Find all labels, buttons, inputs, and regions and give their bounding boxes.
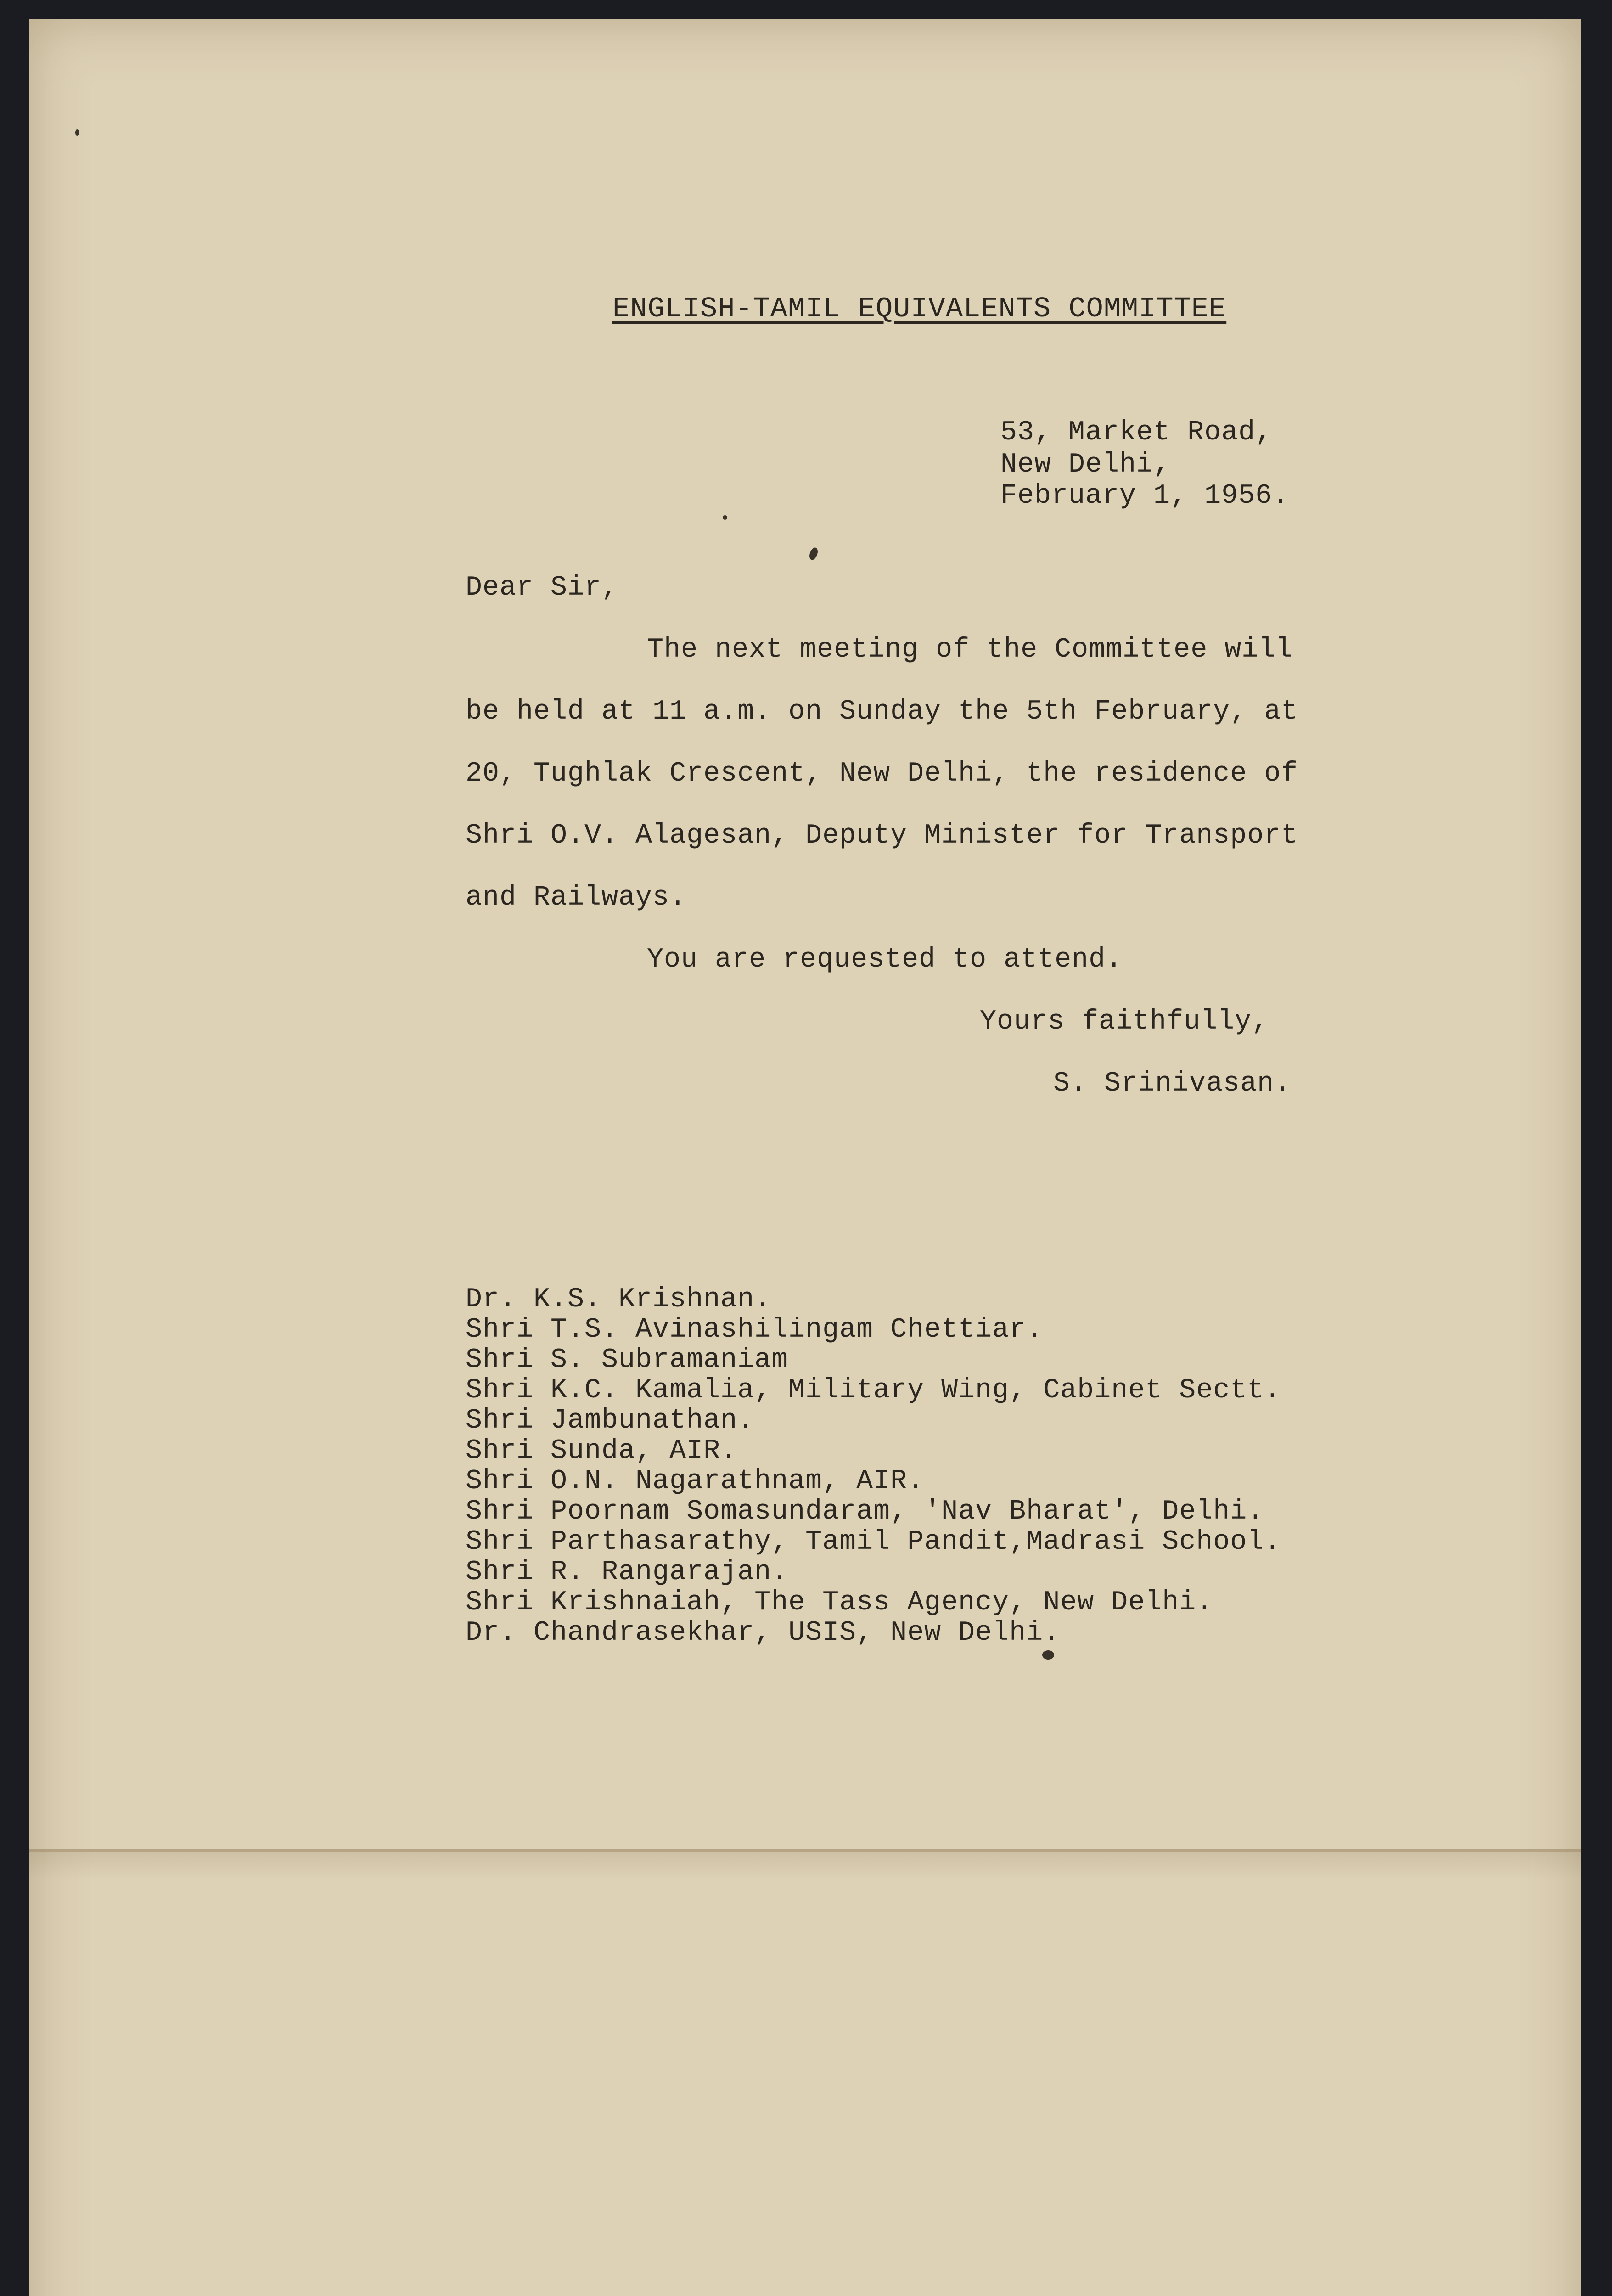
recipient-item: Shri Krishnaiah, The Tass Agency, New Delhi. — [466, 1587, 1213, 1618]
salutation: Dear Sir, — [466, 572, 619, 603]
address-street: 53, Market Road, — [1000, 417, 1273, 448]
committee-title: ENGLISH-TAMIL EQUIVALENTS COMMITTEE — [612, 293, 1227, 325]
recipient-item: Shri T.S. Avinashilingam Chettiar. — [466, 1314, 1044, 1345]
recipient-list — [466, 1284, 1281, 1648]
ink-speck — [1042, 1650, 1054, 1660]
body-line-4: Shri O.V. Alagesan, Deputy Minister for Transport — [466, 820, 1298, 851]
letter-date: February 1, 1956. — [1000, 480, 1290, 512]
ink-speck — [808, 546, 820, 561]
body-line-2: be held at 11 a.m. on Sunday the 5th February, at — [466, 696, 1298, 727]
body-line-5: and Railways. — [466, 882, 687, 913]
recipient-item: Shri Poornam Somasundaram, 'Nav Bharat', Delhi. — [466, 1496, 1264, 1527]
recipient-item: Shri S. Subramaniam — [466, 1345, 789, 1376]
recipient-item: Shri Jambunathan. — [466, 1405, 755, 1436]
attend-request: You are requested to attend. — [647, 944, 1123, 975]
body-line-1: The next meeting of the Committee will — [647, 634, 1293, 665]
closing: Yours faithfully, — [980, 1006, 1269, 1037]
fold-shadow — [29, 1852, 1581, 1880]
recipient-item: Shri K.C. Kamalia, Military Wing, Cabinet Sectt. — [466, 1375, 1281, 1406]
recipient-item: Dr. K.S. Krishnan. — [466, 1284, 772, 1315]
ink-speck — [75, 129, 79, 136]
recipient-item: Dr. Chandrasekhar, USIS, New Delhi. — [466, 1617, 1061, 1649]
recipient-item: Shri R. Rangarajan. — [466, 1557, 789, 1588]
recipient-item: Shri Parthasarathy, Tamil Pandit,Madrasi School. — [466, 1526, 1281, 1558]
body-line-3: 20, Tughlak Crescent, New Delhi, the residence of — [466, 758, 1298, 789]
address-city: New Delhi, — [1000, 449, 1171, 480]
ink-speck — [723, 515, 727, 520]
recipient-item: Shri O.N. Nagarathnam, AIR. — [466, 1466, 925, 1497]
signature: S. Srinivasan. — [1053, 1068, 1292, 1099]
recipient-item: Shri Sunda, AIR. — [466, 1435, 738, 1467]
letter-sheet — [29, 19, 1581, 2296]
